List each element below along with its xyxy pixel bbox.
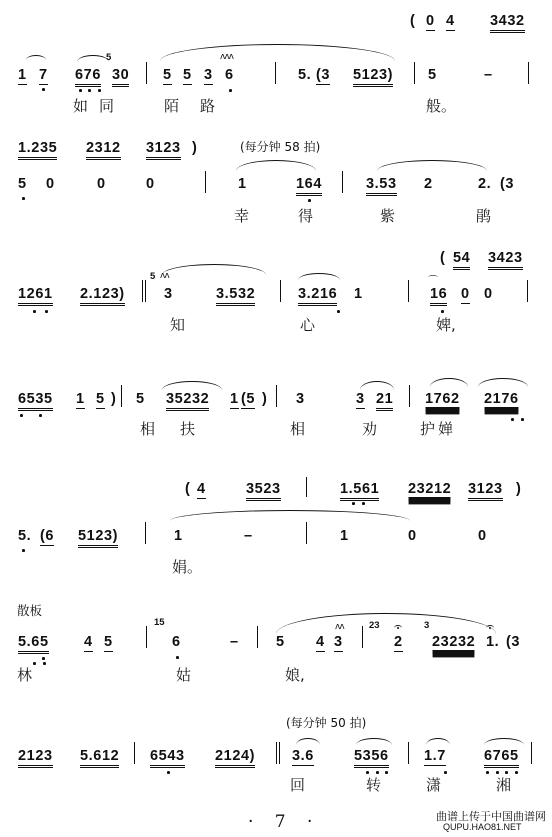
note: 1: [238, 176, 247, 192]
barline: [205, 171, 206, 193]
note-group: 35232: [166, 391, 209, 411]
slur: [296, 738, 320, 745]
note-group: 3123: [146, 140, 181, 160]
lyric: 紫: [380, 207, 396, 225]
note-group: 3423: [488, 250, 523, 270]
low-dot: [385, 771, 388, 774]
note: (3: [500, 176, 515, 192]
note: 5: [18, 176, 27, 192]
slur: [276, 613, 496, 634]
note-group: 30: [112, 67, 129, 87]
barline: [257, 626, 258, 648]
slur: [160, 44, 395, 61]
note: 5.: [298, 67, 312, 83]
grace-note: 5: [106, 52, 112, 63]
slur: [430, 378, 468, 387]
grace-note: 3: [424, 620, 430, 631]
note: (5: [241, 391, 256, 407]
note-group: 1762: [425, 391, 460, 407]
low-dot: [176, 656, 179, 659]
grace-note: 23: [369, 620, 380, 631]
note-group: 2123: [18, 748, 53, 768]
lyric: 林: [17, 666, 33, 684]
note-group: 5.65: [18, 634, 49, 654]
note-group: 676: [75, 67, 101, 87]
slur: [478, 378, 528, 387]
watermark-text: 曲谱上传于中国曲谱网: [436, 810, 546, 823]
lyric: 劝: [362, 420, 378, 438]
tempo-marking: (每分钟 58 拍): [240, 140, 321, 154]
lyric: 护: [420, 420, 436, 438]
barline: [408, 280, 409, 302]
note-group: 3432: [490, 13, 525, 33]
low-dot: [43, 662, 46, 665]
note: 1: [18, 67, 27, 83]
note-group: 6765: [484, 748, 519, 768]
note-group: 5123): [78, 528, 118, 548]
paren-close: ): [111, 391, 117, 407]
low-dot: [352, 502, 355, 505]
note-group: 23212: [408, 481, 452, 497]
note: 3: [204, 67, 213, 83]
note-group: 21: [376, 391, 393, 411]
slur: [162, 381, 222, 390]
barline: [134, 742, 135, 764]
slur: [377, 160, 487, 171]
slur: [170, 510, 410, 521]
barline: [409, 385, 410, 407]
rest: 0: [461, 286, 470, 302]
barline: [146, 626, 147, 648]
turn-mark: ⌒: [428, 276, 438, 287]
note: 6: [225, 67, 234, 83]
barline: [142, 280, 143, 302]
low-dot: [33, 662, 36, 665]
note: (3: [506, 634, 521, 650]
barline: [414, 62, 415, 84]
lyric: 转: [366, 776, 382, 794]
note: 1.: [486, 634, 500, 650]
barline: [362, 626, 363, 648]
barline: [276, 742, 277, 764]
rest: 0: [478, 528, 487, 544]
note: 2: [394, 634, 403, 650]
low-dot: [22, 197, 25, 200]
note: 1: [354, 286, 363, 302]
low-dot: [229, 89, 232, 92]
low-dot: [167, 771, 170, 774]
paren-open: (: [410, 13, 416, 29]
low-dot: [20, 414, 23, 417]
barline: [275, 62, 276, 84]
note-group: 6535: [18, 391, 53, 411]
note: (3: [316, 67, 331, 83]
barline: [528, 62, 529, 84]
note: 5.: [18, 528, 32, 544]
lyric: 娟。: [172, 558, 203, 576]
barline: [121, 385, 122, 407]
note-group: 54: [453, 250, 470, 270]
lyric: 娘,: [285, 666, 305, 684]
barline: [342, 171, 343, 193]
note-group: 2.123): [80, 286, 125, 306]
note-group: 1261: [18, 286, 53, 306]
lyric: 婵: [438, 420, 454, 438]
low-dot: [362, 502, 365, 505]
grace-note: 15: [154, 617, 165, 628]
note: 4: [446, 13, 455, 29]
slur: [298, 273, 340, 280]
note-group: 5123): [353, 67, 393, 87]
lyric: 相: [140, 420, 156, 438]
barline: [306, 477, 307, 497]
note: 6: [172, 634, 181, 650]
note: 1: [76, 391, 85, 407]
note-group: 16: [430, 286, 447, 306]
slur: [484, 738, 524, 745]
low-dot: [337, 310, 340, 313]
low-dot: [308, 199, 311, 202]
note: 5: [163, 67, 172, 83]
slur: [236, 160, 316, 171]
note: 4: [197, 481, 206, 497]
note-group: 1.235: [18, 140, 57, 160]
slur: [77, 55, 109, 62]
note: 5: [96, 391, 105, 407]
barline: [145, 522, 146, 544]
barline: [527, 280, 528, 302]
note: 2.: [478, 176, 492, 192]
note: 3: [334, 634, 343, 650]
barline: [146, 62, 147, 84]
note: 5: [183, 67, 192, 83]
grace-note: 5: [150, 271, 156, 282]
note: (6: [40, 528, 55, 544]
trill-mark: ʌʌ: [335, 622, 344, 632]
note: 5: [276, 634, 285, 650]
trill-mark: ʌʌʌ: [220, 52, 233, 62]
barline: [531, 742, 532, 764]
lyric: 知: [170, 316, 186, 334]
lyric: 回: [290, 776, 306, 794]
note: 5: [136, 391, 145, 407]
page-number: · 7 ·: [248, 812, 321, 832]
note-group: 1.561: [340, 481, 379, 501]
note-group: 2176: [484, 391, 519, 407]
low-dot: [42, 88, 45, 91]
note-group: 3523: [246, 481, 281, 501]
barline: [276, 385, 277, 407]
lyric: 如: [73, 97, 89, 115]
note: 0: [426, 13, 435, 29]
note: 5: [428, 67, 437, 83]
low-dot: [88, 89, 91, 92]
lyric: 同: [99, 97, 115, 115]
low-dot: [441, 310, 444, 313]
note-group: 2124): [215, 748, 255, 768]
slur: [162, 264, 266, 275]
low-dot: [39, 414, 42, 417]
lyric: 鹃: [476, 207, 492, 225]
lyric: 潇: [426, 776, 442, 794]
note-group: 3.532: [216, 286, 255, 306]
rest: 0: [97, 176, 106, 192]
note-group: 23232: [432, 634, 476, 650]
barline: [280, 280, 281, 302]
note-group: 3.216: [298, 286, 337, 306]
slur: [356, 738, 392, 745]
paren-open: (: [440, 250, 446, 266]
note: 3: [164, 286, 173, 302]
paren-open: (: [185, 481, 191, 497]
note-group: 2312: [86, 140, 121, 160]
tempo-marking: (每分钟 50 拍): [286, 716, 367, 730]
low-dot: [98, 89, 101, 92]
paren-close: ): [262, 391, 268, 407]
dash: –: [230, 634, 239, 650]
note: 4: [316, 634, 325, 650]
lyric: 幸: [234, 207, 250, 225]
note: 3: [296, 391, 305, 407]
slur: [426, 738, 450, 745]
section-label: 散板: [17, 603, 43, 618]
low-dot: [444, 771, 447, 774]
rest: 0: [408, 528, 417, 544]
barline: [408, 742, 409, 764]
low-dot: [22, 549, 25, 552]
watermark-url: QUPU.HAO81.NET: [443, 822, 522, 832]
note: 3: [356, 391, 365, 407]
low-dot: [511, 418, 514, 421]
note-group: 5.612: [80, 748, 119, 768]
note: 5: [104, 634, 113, 650]
lyric: 相: [290, 420, 306, 438]
low-dot: [515, 771, 518, 774]
note: 7: [39, 67, 48, 83]
rest: 0: [146, 176, 155, 192]
rest: 0: [46, 176, 55, 192]
note-group: 1.7: [424, 748, 446, 764]
barline: [306, 522, 307, 544]
slur: [26, 55, 46, 60]
note-group: 3.6: [292, 748, 314, 764]
low-dot: [33, 310, 36, 313]
dash: –: [484, 67, 493, 83]
note-group: 6543: [150, 748, 185, 768]
low-dot: [521, 418, 524, 421]
note: 2: [424, 176, 433, 192]
dash: –: [244, 528, 253, 544]
low-dot: [42, 657, 45, 660]
note: 4: [84, 634, 93, 650]
lyric: 婢,: [436, 316, 456, 334]
rest: 0: [484, 286, 493, 302]
low-dot: [45, 310, 48, 313]
lyric: 般。: [426, 97, 457, 115]
note: 1: [174, 528, 183, 544]
note-group: 3123: [468, 481, 503, 501]
note-group: 5356: [354, 748, 389, 768]
lyric: 扶: [180, 420, 196, 438]
low-dot: [79, 89, 82, 92]
lyric: 得: [298, 207, 314, 225]
lyric: 姑: [176, 666, 192, 684]
slur: [360, 381, 394, 390]
note: 1: [230, 391, 239, 407]
note-group: 164: [296, 176, 322, 196]
lyric: 陌: [164, 97, 180, 115]
note-group: 3.53: [366, 176, 397, 196]
note: 1: [340, 528, 349, 544]
paren-close: ): [516, 481, 522, 497]
lyric: 湘: [496, 776, 512, 794]
lyric: 路: [200, 97, 216, 115]
paren-close: ): [192, 140, 198, 156]
lyric: 心: [300, 316, 316, 334]
trill-mark: ʌʌ: [160, 271, 169, 281]
low-dot: [486, 771, 489, 774]
